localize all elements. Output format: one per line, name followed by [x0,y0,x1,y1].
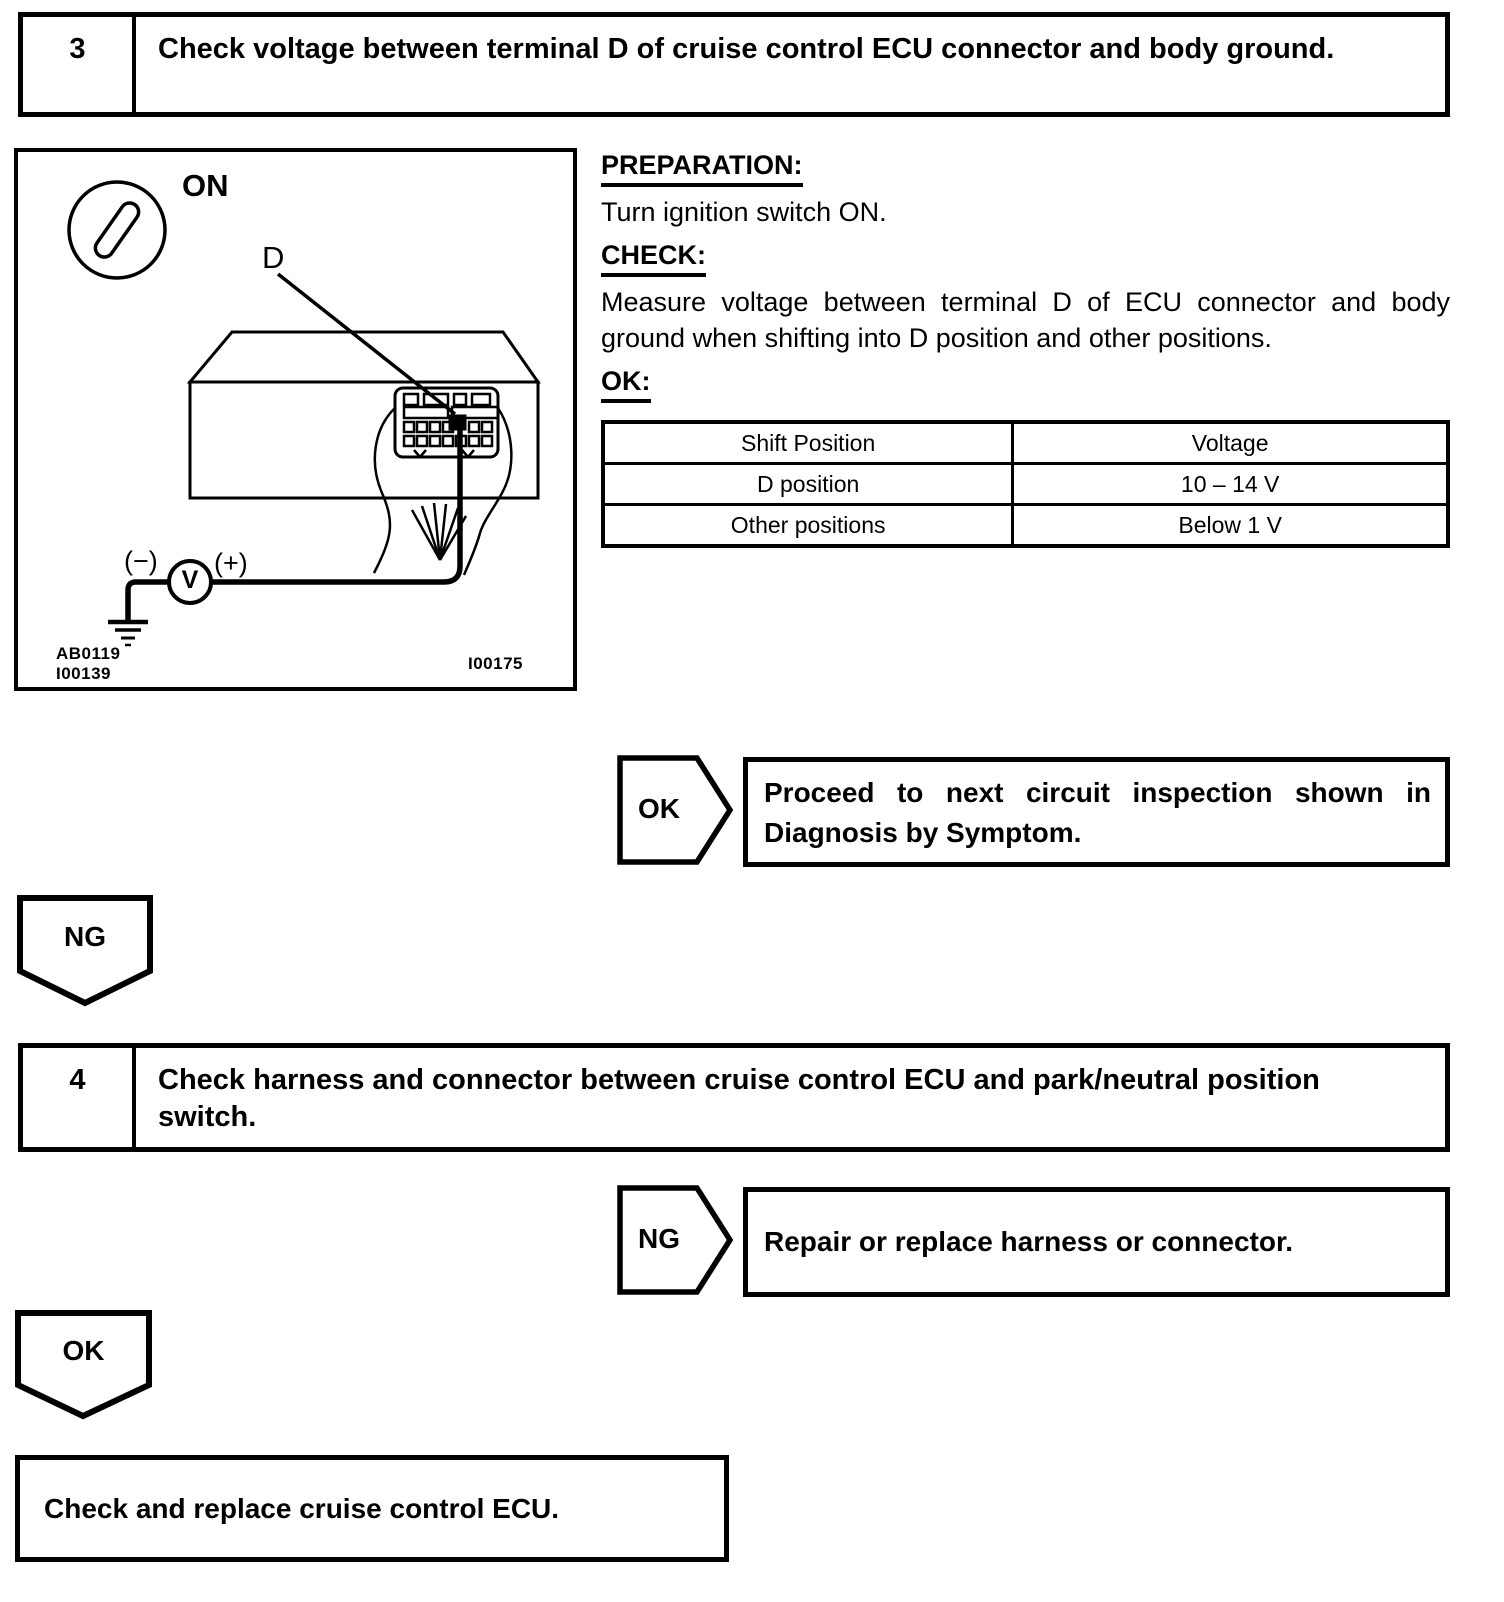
ng-callout-box [743,1187,1450,1297]
ok-flow-label: OK [62,1335,105,1366]
figure-code-3: I00175 [468,654,523,673]
step4-box [18,1043,1450,1152]
ok-badge [617,755,733,865]
step3-number: 3 [69,33,86,65]
ignition-on-label: ON [182,168,229,203]
step4-title: Check harness and connector between cruise control ECU and park/neutral position switch. [158,1064,1320,1133]
voltage-table [601,420,1450,548]
final-action-text: Check and replace cruise control ECU. [44,1492,560,1524]
check-heading: CHECK: [601,240,706,277]
final-action-box [15,1455,729,1562]
procedure-column [601,150,1450,548]
table-row [603,464,1448,505]
figure-box [14,148,577,691]
ng-callout-text: Repair or replace harness or connector. [764,1226,1294,1257]
figure-code-1: AB0119 [56,644,121,663]
step4-number: 4 [69,1064,86,1096]
ground-lead-drawing [108,582,169,645]
preparation-text: Turn ignition switch ON. [601,197,887,227]
step3-number-cell [23,17,136,112]
ng-flow-label: NG [64,921,106,952]
check-text: Measure voltage between terminal D of ECU connector and body ground when shifting into D position and other positions. [601,287,1450,353]
ng-badge-label: NG [638,1223,680,1254]
figure-svg [18,152,573,687]
step3-box [18,12,1450,117]
ignition-switch-icon [69,182,165,278]
table-header-row [603,422,1448,464]
ecu-connector-drawing [395,388,498,457]
cell-shift-other: Other positions [603,505,1013,547]
cell-shift-d: D position [603,464,1013,505]
voltmeter-plus-label: (+) [214,548,248,578]
table-header-voltage: Voltage [1013,422,1448,464]
ok-flow-marker [15,1310,152,1420]
ok-callout-text: Proceed to next circuit inspection shown in Diagnosis by Symptom. [764,777,1431,848]
step3-title: Check voltage between terminal D of cruise control ECU connector and body ground. [158,33,1335,65]
ok-callout-box [743,757,1450,867]
step4-number-cell [23,1048,136,1147]
table-row [603,505,1448,547]
terminal-d-label: D [262,240,285,275]
table-header-shift-position: Shift Position [603,422,1013,464]
ok-badge-label: OK [638,793,680,824]
ng-badge [617,1185,733,1295]
ng-flow-marker [17,895,153,1007]
figure-code-2: I00139 [56,664,111,683]
preparation-heading: PREPARATION: [601,150,803,187]
ok-heading: OK: [601,366,651,403]
cell-voltage-other: Below 1 V [1013,505,1448,547]
voltmeter-label: V [181,566,199,594]
voltmeter-minus-label: (−) [124,546,158,576]
probe-wire [212,428,460,582]
ecu-box-drawing [190,332,538,498]
cell-voltage-d: 10 – 14 V [1013,464,1448,505]
